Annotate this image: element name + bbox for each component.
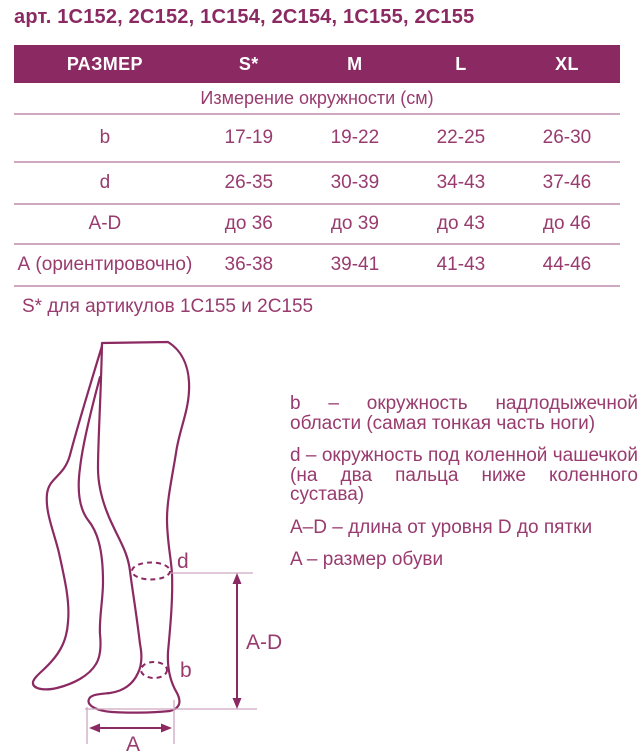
column-header-m: M xyxy=(302,45,408,83)
leg-measurement-diagram xyxy=(0,336,290,756)
a-foot-arrow xyxy=(89,724,172,733)
cell-value: 41-43 xyxy=(408,244,514,286)
cell-value: 30-39 xyxy=(302,162,408,204)
table-subheader: Измерение окружности (см) xyxy=(14,83,620,114)
table-row xyxy=(14,162,620,204)
d-label: d xyxy=(177,550,189,573)
legend-item-ad: A–D – длина от уровня D до пятки xyxy=(290,516,593,538)
back-leg-outline xyxy=(33,346,103,689)
cell-value: 34-43 xyxy=(408,162,514,204)
row-label: A-D xyxy=(14,204,196,244)
measurement-legend xyxy=(290,394,638,583)
cell-value: до 39 xyxy=(302,204,408,244)
table-row xyxy=(14,204,620,244)
column-header-xl: XL xyxy=(514,45,620,83)
row-label: d xyxy=(14,162,196,204)
size-note: S* для артикулов 1C155 и 2C155 xyxy=(22,296,314,317)
row-label: А (ориентировочно) xyxy=(14,244,196,286)
legend-item-b: b – окружность надлодыжечной области (самая тонкая часть ноги) xyxy=(290,393,638,434)
size-table xyxy=(14,45,620,287)
cell-value: 17-19 xyxy=(196,114,302,162)
cell-value: 37-46 xyxy=(514,162,620,204)
table-row xyxy=(14,244,620,286)
legend-item-d: d – окружность под коленной чашечкой (на два пальца ниже коленного сустава) xyxy=(290,445,638,506)
cell-value: до 36 xyxy=(196,204,302,244)
row-label: b xyxy=(14,114,196,162)
cell-value: до 46 xyxy=(514,204,620,244)
column-header-s: S* xyxy=(196,45,302,83)
cell-value: 44-46 xyxy=(514,244,620,286)
legend-item-a: A – размер обуви xyxy=(290,549,444,571)
column-header-razmer: РАЗМЕР xyxy=(14,45,196,83)
cell-value: 39-41 xyxy=(302,244,408,286)
column-header-l: L xyxy=(408,45,514,83)
table-row xyxy=(14,114,620,162)
cell-value: 26-30 xyxy=(514,114,620,162)
a-label: A xyxy=(125,733,141,756)
cell-value: 26-35 xyxy=(196,162,302,204)
front-leg-outline xyxy=(89,342,190,713)
page-title: арт. 1C152, 2C152, 1C154, 2C154, 1C155, 2C155 xyxy=(14,6,475,28)
cell-value: 22-25 xyxy=(408,114,514,162)
ad-length-arrow xyxy=(233,573,242,709)
cell-value: до 43 xyxy=(408,204,514,244)
ad-label: A-D xyxy=(246,631,283,654)
cell-value: 36-38 xyxy=(196,244,302,286)
cell-value: 19-22 xyxy=(302,114,408,162)
table-subheader-row xyxy=(14,83,620,114)
b-label: b xyxy=(180,659,192,682)
table-header-row xyxy=(14,45,620,83)
